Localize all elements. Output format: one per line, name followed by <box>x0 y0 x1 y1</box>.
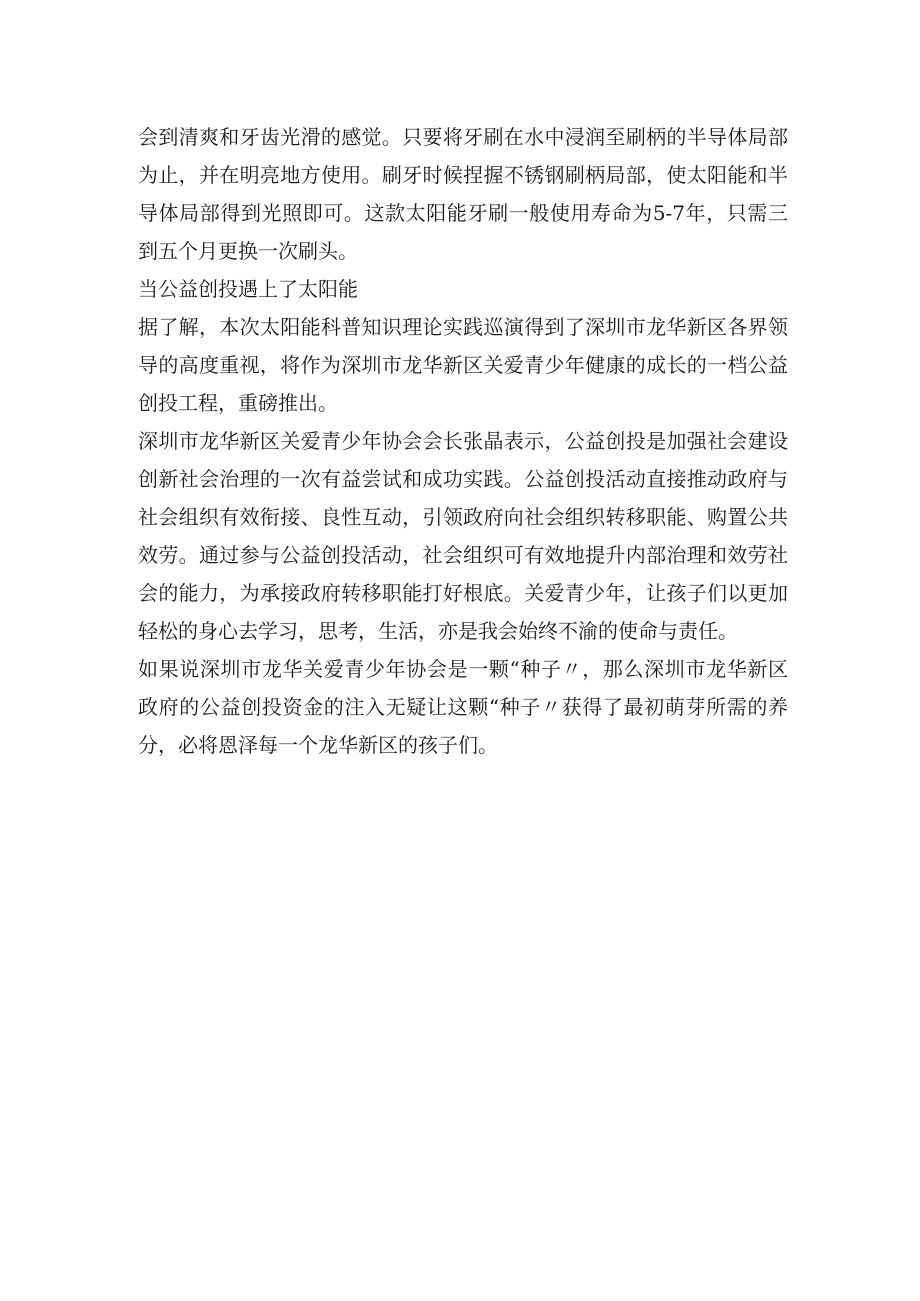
document-page <box>138 118 788 764</box>
paragraph-seed-metaphor: 如果说深圳市龙华关爱青少年协会是一颗“种子〃，那么深圳市龙华新区政府的公益创投资金的注入无疑让这颗“种子〃获得了最初萌芽所需的养分，必将恩泽每一个龙华新区的孩子们。 <box>138 657 788 757</box>
section-heading: 当公益创投遇上了太阳能 <box>138 277 358 301</box>
paragraph-association-statement: 深圳市龙华新区关爱青少年协会会长张晶表示，公益创投是加强社会建设创新社会治理的一次有益尝试和成功实践。公益创投活动直接推动政府与社会组织有效衔接、良性互动，引领政府向社会组织转移职能、购置公共效劳。通过参与公益创投活动，社会组织可有效地提升内部治理和效劳社会的能力，为承接政府转移职能打好根底。关爱青少年，让孩子们以更加轻松的身心去学习，思考，生活，亦是我会始终不渝的使命与责任。 <box>138 429 788 643</box>
paragraph-leadership-attention: 据了解，本次太阳能科普知识理论实践巡演得到了深圳市龙华新区各界领导的高度重视，将作为深圳市龙华新区关爱青少年健康的成长的一档公益创投工程，重磅推出。 <box>138 315 788 415</box>
paragraph-toothbrush-usage: 会到清爽和牙齿光滑的感觉。只要将牙刷在水中浸润至刷柄的半导体局部为止，并在明亮地方使用。刷牙时候捏握不锈钢刷柄局部，使太阳能和半导体局部得到光照即可。这款太阳能牙刷一般使用寿命为5-7年，只需三到五个月更换一次刷头。 <box>138 125 788 263</box>
